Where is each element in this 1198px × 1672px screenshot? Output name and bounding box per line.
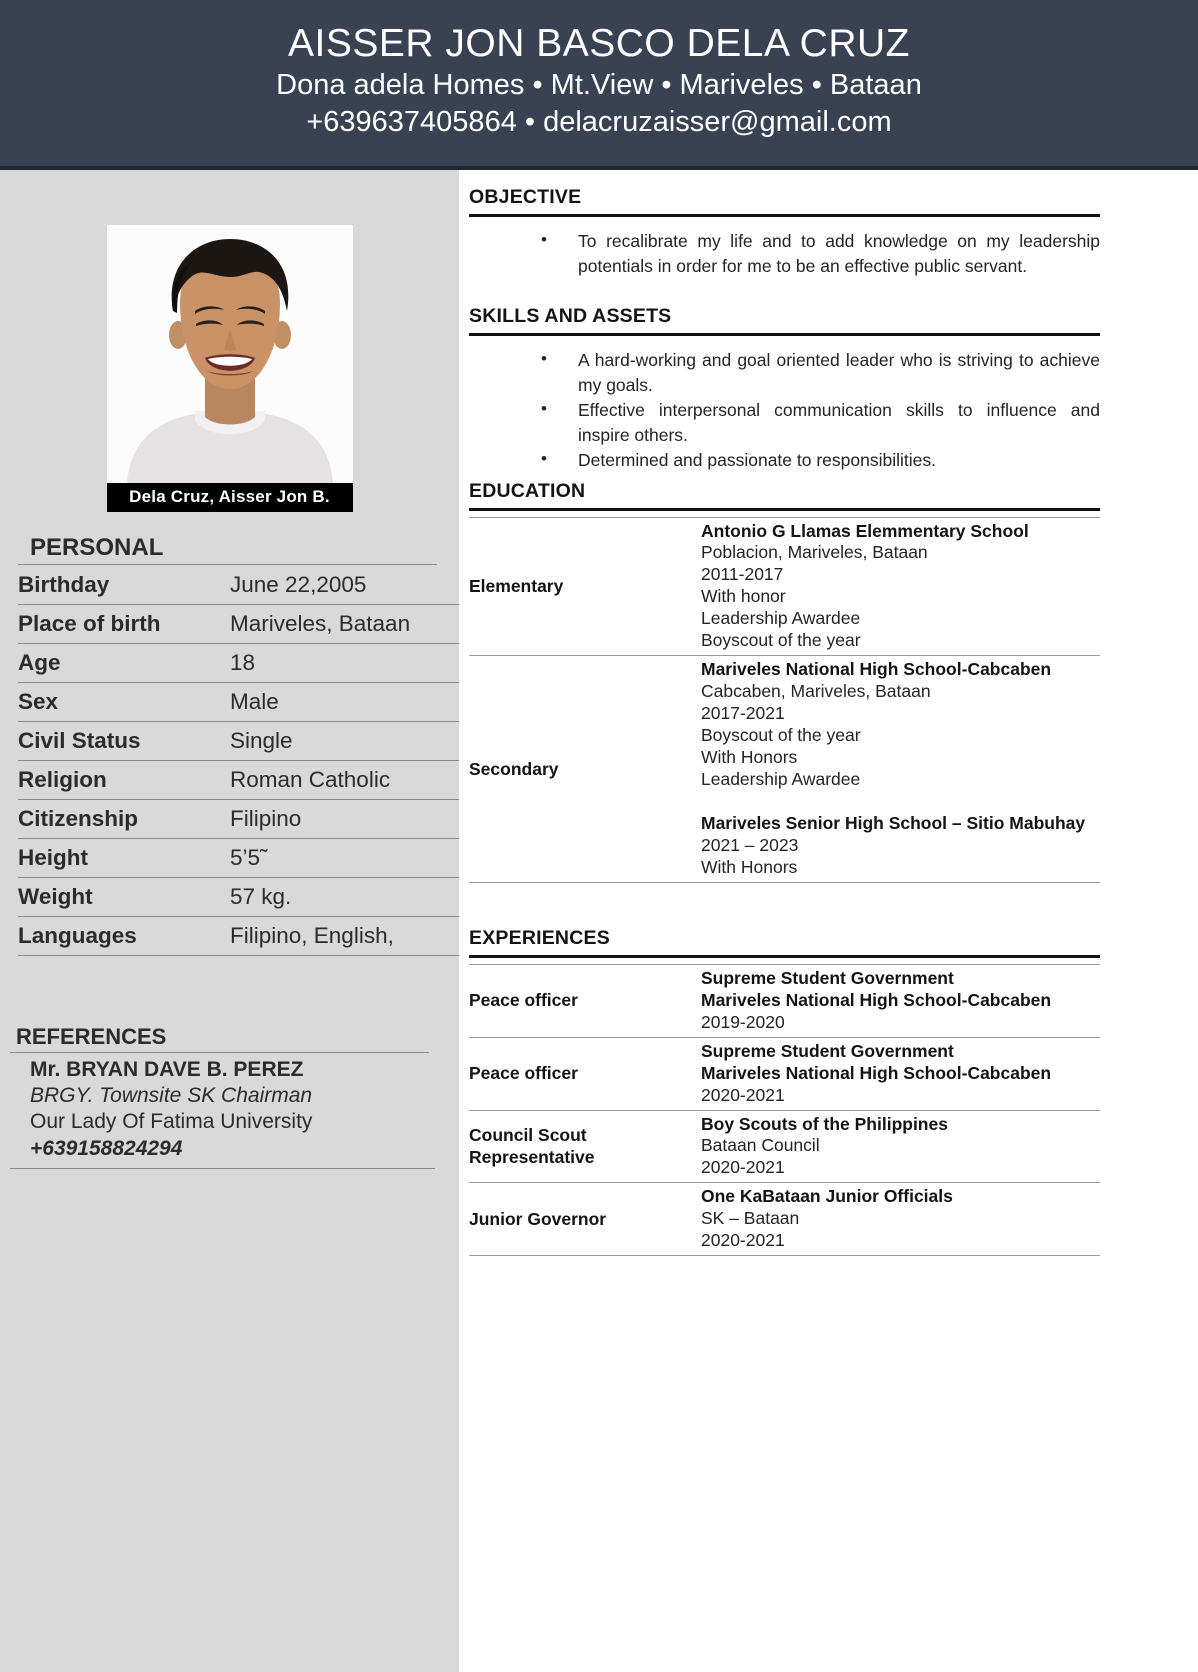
skills-heading: SKILLS AND ASSETS [469, 305, 672, 327]
education-heading: EDUCATION [469, 479, 586, 502]
resume-body [0, 170, 1198, 1672]
references-block [0, 1024, 459, 1170]
personal-value-birthday: June 22,2005 [230, 565, 468, 604]
experience-org: One KaBataan Junior Officials [701, 1186, 953, 1207]
table-row [18, 721, 468, 760]
personal-label-sex: Sex [18, 682, 230, 721]
photo-block [107, 225, 353, 512]
list-item: • Determined and passionate to responsibilities. [469, 448, 1100, 473]
experience-org: Supreme Student Government [701, 1040, 954, 1061]
table-row [18, 916, 468, 955]
skills-section [469, 305, 1100, 473]
personal-label-age: Age [18, 643, 230, 682]
sidebar [0, 170, 459, 1672]
table-row [18, 838, 468, 877]
personal-value-sex: Male [230, 682, 468, 721]
education-detail-line: With honor [701, 586, 786, 607]
education-inner-spacer [701, 791, 1100, 813]
personal-value-age: 18 [230, 643, 468, 682]
references-bottom-rule [10, 1168, 435, 1169]
reference-organization: Our Lady Of Fatima University [30, 1110, 313, 1134]
skills-list [469, 348, 1100, 473]
education-school-name: Antonio G Llamas Elemmentary School [701, 520, 1029, 541]
personal-heading: PERSONAL [30, 534, 164, 561]
table-row [469, 1183, 1100, 1256]
education-detail-secondary [701, 656, 1100, 883]
personal-value-languages: Filipino, English, [230, 916, 468, 955]
experience-period: 2020-2021 [701, 1157, 785, 1178]
experience-period: 2020-2021 [701, 1230, 785, 1251]
experience-org: Boy Scouts of the Philippines [701, 1113, 948, 1134]
table-row [469, 964, 1100, 1037]
personal-label-weight: Weight [18, 877, 230, 916]
table-row [18, 877, 468, 916]
education-level-secondary: Secondary [469, 758, 559, 779]
experience-org-sub: Bataan Council [701, 1135, 820, 1156]
personal-value-civil-status: Single [230, 721, 468, 760]
personal-label-religion: Religion [18, 760, 230, 799]
personal-value-religion: Roman Catholic [230, 760, 468, 799]
objective-spacer [469, 279, 1100, 305]
personal-label-citizenship: Citizenship [18, 799, 230, 838]
education-detail-line: Leadership Awardee [701, 768, 861, 789]
experiences-heading-rule [469, 955, 1100, 958]
experience-org-sub: SK – Bataan [701, 1208, 800, 1229]
candidate-address: Dona adela Homes • Mt.View • Mariveles • Bataan [276, 68, 922, 101]
main-content [459, 170, 1198, 1672]
table-row [469, 517, 1100, 656]
personal-label-place-of-birth: Place of birth [18, 604, 230, 643]
personal-label-languages: Languages [18, 916, 230, 955]
table-row [18, 682, 468, 721]
experience-org-sub: Mariveles National High School-Cabcaben [701, 989, 1052, 1010]
objective-heading-rule [469, 214, 1100, 217]
education-detail-line: With Honors [701, 747, 798, 768]
table-row [18, 643, 468, 682]
objective-heading: OBJECTIVE [469, 186, 582, 208]
table-row [18, 799, 468, 838]
objective-list [469, 229, 1100, 278]
list-item: • To recalibrate my life and to add knowledge on my leadership potentials in order for me to be an effective public servant. [469, 229, 1100, 278]
experience-role: Junior Governor [469, 1208, 607, 1229]
personal-value-weight: 57 kg. [230, 877, 468, 916]
personal-value-height: 5’5˜ [230, 838, 468, 877]
experience-org: Supreme Student Government [701, 967, 954, 988]
education-detail-elementary [701, 517, 1100, 656]
table-row [469, 1110, 1100, 1183]
reference-phone: +639158824294 [30, 1136, 183, 1160]
candidate-name: AISSER JON BASCO DELA CRUZ [288, 22, 910, 65]
table-row [469, 1037, 1100, 1110]
education-heading-rule [469, 508, 1100, 511]
personal-label-height: Height [18, 838, 230, 877]
personal-value-citizenship: Filipino [230, 799, 468, 838]
reference-title: BRGY. Townsite SK Chairman [30, 1083, 313, 1107]
skills-heading-rule [469, 333, 1100, 336]
education-detail-line: Poblacion, Mariveles, Bataan [701, 542, 928, 563]
experiences-table [469, 964, 1100, 1256]
personal-label-civil-status: Civil Status [18, 721, 230, 760]
education-section [469, 480, 1100, 883]
personal-label-birthday: Birthday [18, 565, 230, 604]
personal-table [18, 565, 468, 956]
reference-name: Mr. BRYAN DAVE B. PEREZ [30, 1057, 304, 1081]
experience-period: 2020-2021 [701, 1084, 785, 1105]
experience-detail [701, 964, 1100, 1037]
candidate-photo [107, 225, 353, 483]
education-detail-line: Boyscout of the year [701, 630, 861, 651]
list-item: • Effective interpersonal communication skills to influence and inspire others. [469, 398, 1100, 447]
personal-value-place-of-birth: Mariveles, Bataan [230, 604, 468, 643]
education-school-name-senior: Mariveles Senior High School – Sitio Mabuhay [701, 812, 1086, 833]
photo-caption: Dela Cruz, Aisser Jon B. [107, 483, 353, 512]
experience-detail [701, 1037, 1100, 1110]
list-item: • A hard-working and goal oriented leader who is striving to achieve my goals. [469, 348, 1100, 397]
education-detail-line: Cabcaben, Mariveles, Bataan [701, 681, 931, 702]
experience-detail [701, 1183, 1100, 1256]
candidate-contact: +639637405864 • delacruzaisser@gmail.com [306, 105, 892, 138]
experience-detail [701, 1110, 1100, 1183]
resume-header [0, 0, 1198, 170]
education-detail-line: 2011-2017 [701, 564, 784, 585]
experience-role: Peace officer [469, 990, 578, 1011]
experience-period: 2019-2020 [701, 1011, 785, 1032]
education-detail-line: With Honors [701, 856, 798, 877]
experience-org-sub: Mariveles National High School-Cabcaben [701, 1062, 1052, 1083]
table-row [469, 656, 1100, 883]
experience-role: Peace officer [469, 1063, 578, 1084]
table-row [18, 760, 468, 799]
education-detail-line: 2017-2021 [701, 703, 785, 724]
education-detail-line: Leadership Awardee [701, 608, 861, 629]
experience-role: Council Scout Representative [469, 1124, 595, 1168]
education-table [469, 517, 1100, 883]
references-heading: REFERENCES [16, 1023, 167, 1049]
experiences-section [469, 927, 1100, 1256]
objective-section [469, 186, 1100, 278]
education-detail-line: Boyscout of the year [701, 725, 861, 746]
education-school-name: Mariveles National High School-Cabcaben [701, 659, 1052, 680]
education-level-elementary: Elementary [469, 575, 564, 596]
experiences-heading: EXPERIENCES [469, 926, 610, 949]
table-row [18, 604, 468, 643]
table-row [18, 565, 468, 604]
reference-entry [0, 1053, 459, 1163]
education-detail-line: 2021 – 2023 [701, 834, 799, 855]
